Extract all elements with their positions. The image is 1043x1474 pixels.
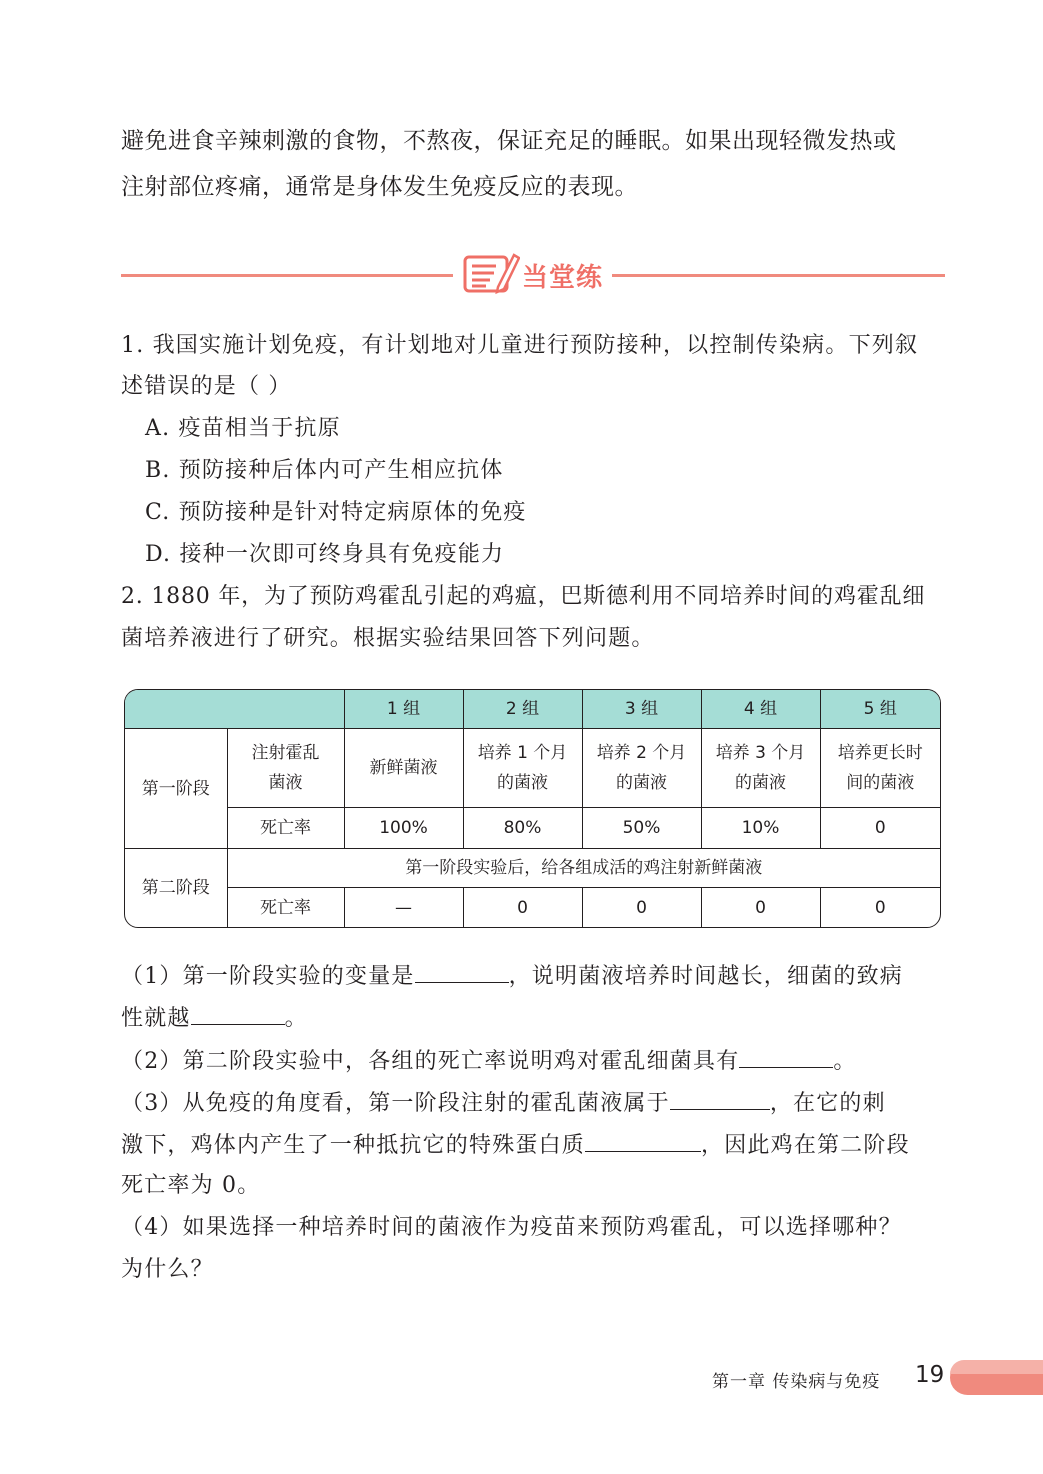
subq-4-line-1: （4）如果选择一种培养时间的菌液作为疫苗来预防鸡霍乱，可以选择哪种？ bbox=[121, 1215, 902, 1240]
q2-stem-line-2: 菌培养液进行了研究。根据实验结果回答下列问题。 bbox=[121, 626, 655, 651]
death-rate-1-group-2: 80% bbox=[463, 808, 582, 849]
subq-1-line-2: 性就越 。 bbox=[121, 1002, 308, 1034]
stage-2-note: 第一阶段实验后，给各组成活的鸡注射新鲜菌液 bbox=[227, 849, 940, 888]
group-header-3: 3 组 bbox=[582, 690, 701, 729]
q1-option-c: C. 预防接种是针对特定病原体的免疫 bbox=[145, 500, 527, 525]
table-row bbox=[125, 888, 940, 929]
death-rate-2-group-5: 0 bbox=[820, 888, 940, 929]
death-rate-1-group-3: 50% bbox=[582, 808, 701, 849]
death-rate-2-group-3: 0 bbox=[582, 888, 701, 929]
answer-blank-5[interactable] bbox=[585, 1129, 701, 1152]
q1-option-a: A. 疫苗相当于抗原 bbox=[145, 416, 341, 441]
stage-2-label: 第二阶段 bbox=[125, 849, 227, 929]
death-rate-1-group-1: 100% bbox=[344, 808, 463, 849]
inject-value-3: 培养 2 个月的菌液 bbox=[582, 729, 701, 808]
table-corner-cell bbox=[125, 690, 344, 729]
table-header-row bbox=[125, 690, 940, 729]
death-rate-2-group-4: 0 bbox=[701, 888, 820, 929]
q1-stem-line-2: 述错误的是（ ） bbox=[121, 374, 292, 399]
answer-blank-1[interactable] bbox=[415, 960, 509, 983]
pencil-notes-icon bbox=[462, 251, 520, 295]
page-number: 19 bbox=[915, 1362, 945, 1388]
inject-value-4: 培养 3 个月的菌液 bbox=[701, 729, 820, 808]
table-row bbox=[125, 808, 940, 849]
intro-paragraph bbox=[121, 118, 947, 210]
inject-value-1: 新鲜菌液 bbox=[344, 729, 463, 808]
footer-chapter-title: 第一章 传染病与免疫 bbox=[712, 1372, 881, 1392]
answer-blank-3[interactable] bbox=[739, 1045, 833, 1068]
section-divider-right bbox=[612, 274, 945, 277]
group-header-4: 4 组 bbox=[701, 690, 820, 729]
inject-value-5: 培养更长时间的菌液 bbox=[820, 729, 940, 808]
section-divider-left bbox=[121, 274, 453, 277]
subq-3-line-3: 死亡率为 0。 bbox=[121, 1173, 261, 1198]
group-header-5: 5 组 bbox=[820, 690, 940, 729]
death-rate-2-group-1: — bbox=[344, 888, 463, 929]
death-rate-2-group-2: 0 bbox=[463, 888, 582, 929]
section-title: 当堂练 bbox=[522, 263, 604, 293]
intro-line-2: 注射部位疼痛，通常是身体发生免疫反应的表现。 bbox=[121, 174, 638, 200]
inject-value-2: 培养 1 个月的菌液 bbox=[463, 729, 582, 808]
q1-option-d: D. 接种一次即可终身具有免疫能力 bbox=[145, 542, 505, 567]
q1-option-b: B. 预防接种后体内可产生相应抗体 bbox=[145, 458, 504, 483]
death-rate-1-group-4: 10% bbox=[701, 808, 820, 849]
subq-2: （2）第二阶段实验中，各组的死亡率说明鸡对霍乱细菌具有 。 bbox=[121, 1045, 857, 1077]
stage-1-label: 第一阶段 bbox=[125, 729, 227, 849]
q2-stem-line-1: 2. 1880 年，为了预防鸡霍乱引起的鸡瘟，巴斯德利用不同培养时间的鸡霍乱细 bbox=[121, 584, 926, 609]
death-rate-label-2: 死亡率 bbox=[227, 888, 344, 929]
answer-blank-2[interactable] bbox=[191, 1002, 285, 1025]
subq-4-line-2: 为什么？ bbox=[121, 1257, 214, 1282]
table-row bbox=[125, 849, 940, 888]
group-header-1: 1 组 bbox=[344, 690, 463, 729]
inject-label: 注射霍乱菌液 bbox=[227, 729, 344, 808]
table-row bbox=[125, 729, 940, 808]
q1-stem-line-1: 1. 我国实施计划免疫，有计划地对儿童进行预防接种，以控制传染病。下列叙 bbox=[121, 333, 919, 358]
intro-line-1: 避免进食辛辣刺激的食物，不熬夜，保证充足的睡眠。如果出现轻微发热或 bbox=[121, 128, 897, 154]
subq-1-line-1: （1）第一阶段实验的变量是 ，说明菌液培养时间越长，细菌的致病 bbox=[121, 960, 903, 992]
death-rate-1-group-5: 0 bbox=[820, 808, 940, 849]
answer-blank-4[interactable] bbox=[670, 1087, 770, 1110]
subq-3-line-1: （3）从免疫的角度看，第一阶段注射的霍乱菌液属于 ，在它的刺 bbox=[121, 1087, 886, 1119]
footer-accent-highlight bbox=[950, 1360, 1043, 1374]
group-header-2: 2 组 bbox=[463, 690, 582, 729]
subq-3-line-2: 激下，鸡体内产生了一种抵抗它的特殊蛋白质 ，因此鸡在第二阶段 bbox=[121, 1129, 910, 1161]
experiment-table bbox=[124, 689, 941, 928]
death-rate-label-1: 死亡率 bbox=[227, 808, 344, 849]
